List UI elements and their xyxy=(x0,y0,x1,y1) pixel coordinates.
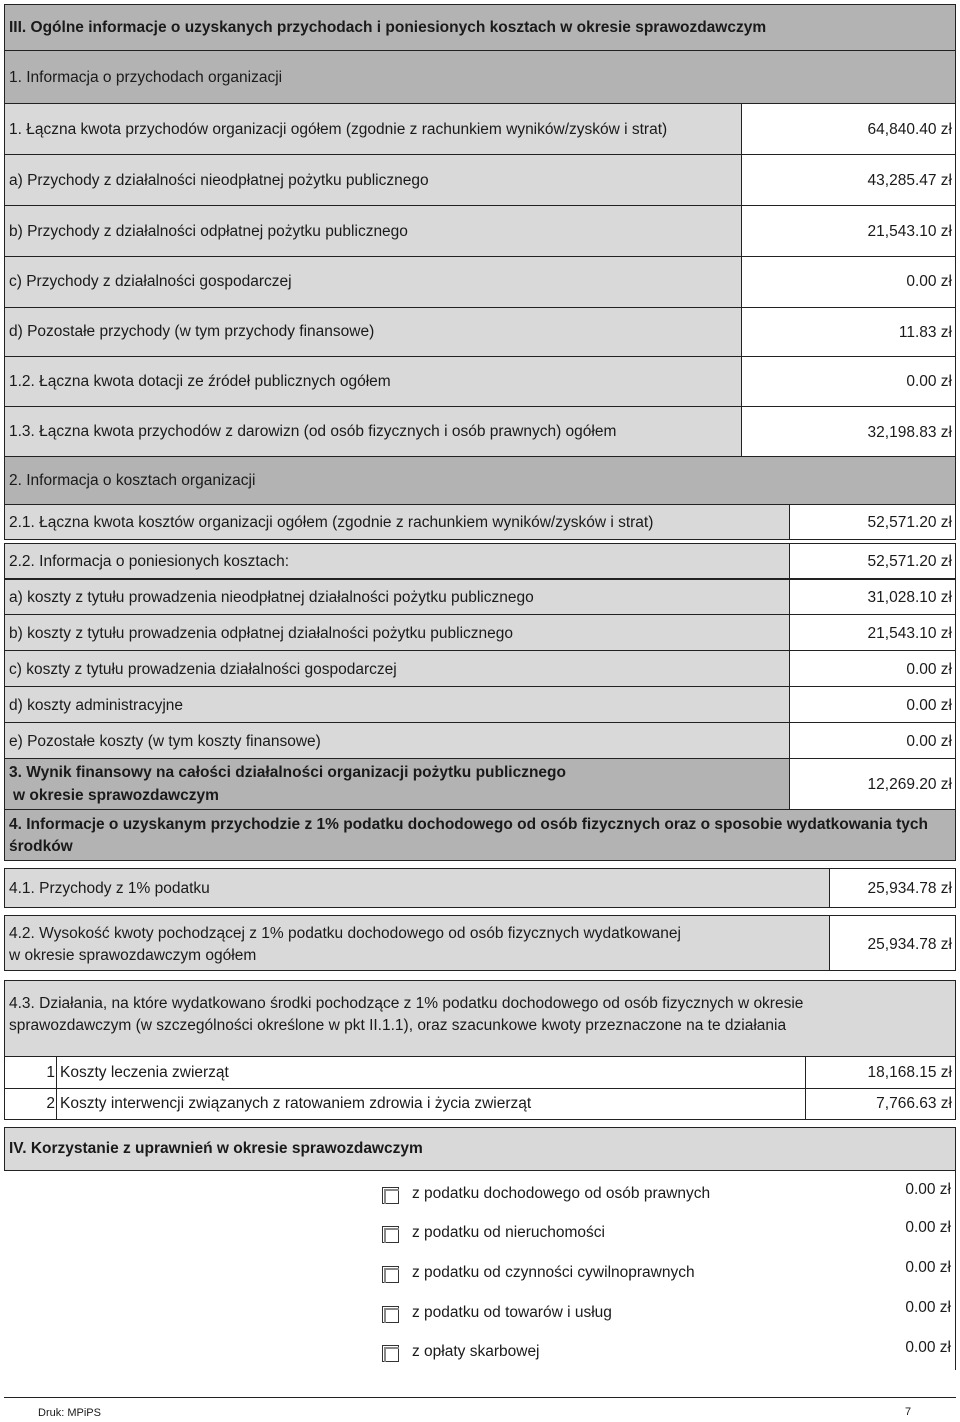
income-row-a xyxy=(4,154,742,206)
cost-e-label: e) Pozostałe koszty (w tym koszty finansowe) xyxy=(9,733,321,750)
income-total-value: 64,840.40 zł xyxy=(867,121,952,138)
checkbox-cit[interactable] xyxy=(382,1187,399,1204)
donations-row xyxy=(4,406,742,457)
donations-value: 32,198.83 zł xyxy=(867,424,952,441)
costs-total-label: 2.1. Łączna kwota kosztów organizacji ogółem (zgodnie z rachunkiem wyników/zysków i strat) xyxy=(9,514,654,531)
activity-2-label: Koszty interwencji związanych z ratowaniem zdrowia i życia zwierząt xyxy=(60,1095,532,1112)
one-percent-header xyxy=(4,809,956,861)
checkbox-vat[interactable] xyxy=(382,1306,399,1323)
grants-value-cell xyxy=(741,356,956,407)
income-total-label: 1. Łączna kwota przychodów organizacji ogółem (zgodnie z rachunkiem wyników/zysków i strat) xyxy=(9,121,668,138)
activities-note-line2: sprawozdawczym (w szczególności określone w pkt II.1.1), oraz szacunkowe kwoty przeznaczone na te działania xyxy=(9,1017,787,1034)
one-percent-header-label: 4. Informacje o uzyskanym przychodzie z 1% podatku dochodowego od osób fizycznych oraz o sposobie wydatkowania tych środków xyxy=(9,816,928,855)
exemption-civil-law-tax-value: 0.00 zł xyxy=(905,1259,951,1276)
exemption-vat-value: 0.00 zł xyxy=(905,1299,951,1316)
exemption-vat-label: z podatku od towarów i usług xyxy=(412,1304,612,1321)
activity-2-number: 2 xyxy=(46,1095,55,1112)
donations-value-cell xyxy=(741,406,956,457)
exemption-property-tax-value: 0.00 zł xyxy=(905,1219,951,1236)
income-row-d xyxy=(4,307,742,357)
costs-info-value: 52,571.20 zł xyxy=(867,553,952,570)
result-row xyxy=(4,758,790,810)
income-header-label: 1. Informacja o przychodach organizacji xyxy=(9,69,283,86)
activities-note-line1: 4.3. Działania, na które wydatkowano środki pochodzące z 1% podatku dochodowego od osób fizycznych w okresie xyxy=(9,995,804,1012)
costs-total-row xyxy=(4,504,790,540)
income-b-value: 21,543.10 zł xyxy=(867,223,952,240)
costs-header xyxy=(4,456,956,505)
section-3-title: III. Ogólne informacje o uzyskanych przychodach i poniesionych kosztach w okresie sprawozdawczym xyxy=(9,19,767,36)
costs-info-row xyxy=(4,543,790,579)
section-4-header xyxy=(4,1127,956,1171)
activities-table-divider xyxy=(5,1088,955,1089)
activity-1-label: Koszty leczenia zwierząt xyxy=(60,1064,229,1081)
income-b-label: b) Przychody z działalności odpłatnej pożytku publicznego xyxy=(9,223,408,240)
activities-value-column-divider xyxy=(805,1057,806,1119)
income-d-value-cell xyxy=(741,307,956,357)
grants-label: 1.2. Łączna kwota dotacji ze źródeł publicznych ogółem xyxy=(9,373,391,390)
checkbox-stamp-duty[interactable] xyxy=(382,1345,399,1362)
costs-total-value: 52,571.20 zł xyxy=(867,514,952,531)
cost-d-value-cell xyxy=(789,686,956,723)
cost-a-value: 31,028.10 zł xyxy=(867,589,952,606)
activities-note xyxy=(4,980,956,1056)
activities-table xyxy=(4,1056,956,1120)
cost-a-value-cell xyxy=(789,579,956,615)
checkbox-property-tax[interactable] xyxy=(382,1226,399,1243)
donations-label: 1.3. Łączna kwota przychodów z darowizn (od osób fizycznych i osób prawnych) ogółem xyxy=(9,423,617,440)
cost-c-value-cell xyxy=(789,650,956,687)
cost-row-d xyxy=(4,686,790,723)
cost-b-value-cell xyxy=(789,614,956,651)
footer-print-label: Druk: MPiPS xyxy=(38,1407,101,1419)
one-percent-spent-label-line1: 4.2. Wysokość kwoty pochodzącej z 1% podatku dochodowego od osób fizycznych wydatkowanej xyxy=(9,925,681,942)
cost-d-value: 0.00 zł xyxy=(906,697,952,714)
income-total-row xyxy=(4,103,742,155)
income-c-label: c) Przychody z działalności gospodarczej xyxy=(9,273,292,290)
cost-e-value: 0.00 zł xyxy=(906,733,952,750)
activity-1-number: 1 xyxy=(46,1064,55,1081)
one-percent-spent-value-cell xyxy=(829,915,956,971)
income-header xyxy=(4,50,956,104)
costs-info-value-cell xyxy=(789,543,956,579)
income-a-value: 43,285.47 zł xyxy=(867,172,952,189)
grants-value: 0.00 zł xyxy=(906,373,952,390)
one-percent-spent-row xyxy=(4,915,830,971)
costs-info-label: 2.2. Informacja o poniesionych kosztach: xyxy=(9,553,290,570)
cost-d-label: d) koszty administracyjne xyxy=(9,697,184,714)
income-a-value-cell xyxy=(741,154,956,206)
cost-b-value: 21,543.10 zł xyxy=(867,625,952,642)
result-value-cell xyxy=(789,758,956,810)
income-b-value-cell xyxy=(741,205,956,257)
exemption-cit-label: z podatku dochodowego od osób prawnych xyxy=(412,1185,711,1202)
footer-rule xyxy=(4,1397,956,1398)
section-4-right-border xyxy=(955,1170,956,1370)
income-d-label: d) Pozostałe przychody (w tym przychody finansowe) xyxy=(9,323,375,340)
income-total-value-cell xyxy=(741,103,956,155)
exemption-property-tax-label: z podatku od nieruchomości xyxy=(412,1224,606,1241)
one-percent-income-value-cell xyxy=(829,868,956,908)
income-a-label: a) Przychody z działalności nieodpłatnej pożytku publicznego xyxy=(9,172,429,189)
cost-row-e xyxy=(4,722,790,759)
section-3-header xyxy=(4,4,956,51)
costs-total-value-cell xyxy=(789,504,956,540)
section-4-title: IV. Korzystanie z uprawnień w okresie sprawozdawczym xyxy=(9,1140,423,1157)
exemption-stamp-duty-label: z opłaty skarbowej xyxy=(412,1343,540,1360)
costs-header-label: 2. Informacja o kosztach organizacji xyxy=(9,472,256,489)
one-percent-income-label: 4.1. Przychody z 1% podatku xyxy=(9,880,210,897)
footer-page-number: 7 xyxy=(905,1406,912,1418)
cost-a-label: a) koszty z tytułu prowadzenia nieodpłatnej działalności pożytku publicznego xyxy=(9,589,534,606)
cost-row-b xyxy=(4,614,790,651)
activity-2-value: 7,766.63 zł xyxy=(876,1095,952,1112)
cost-row-c xyxy=(4,650,790,687)
exemption-stamp-duty-value: 0.00 zł xyxy=(905,1339,951,1356)
income-row-c xyxy=(4,256,742,308)
income-c-value: 0.00 zł xyxy=(906,273,952,290)
cost-row-a xyxy=(4,579,790,615)
checkbox-civil-law-tax[interactable] xyxy=(382,1266,399,1283)
activities-no-column-divider xyxy=(56,1057,57,1119)
one-percent-income-value: 25,934.78 zł xyxy=(867,880,952,897)
one-percent-spent-label-line2: w okresie sprawozdawczym ogółem xyxy=(9,947,257,964)
exemption-civil-law-tax-label: z podatku od czynności cywilnoprawnych xyxy=(412,1264,695,1281)
income-c-value-cell xyxy=(741,256,956,308)
activity-1-value: 18,168.15 zł xyxy=(867,1064,952,1081)
one-percent-spent-value: 25,934.78 zł xyxy=(867,936,952,953)
exemption-cit-value: 0.00 zł xyxy=(905,1181,951,1198)
cost-e-value-cell xyxy=(789,722,956,759)
cost-c-value: 0.00 zł xyxy=(906,661,952,678)
cost-c-label: c) koszty z tytułu prowadzenia działalności gospodarczej xyxy=(9,661,397,678)
income-d-value: 11.83 zł xyxy=(898,324,952,341)
grants-row xyxy=(4,356,742,407)
one-percent-income-row xyxy=(4,868,830,908)
result-value: 12,269.20 zł xyxy=(867,776,952,793)
result-label-line2: w okresie sprawozdawczym xyxy=(13,787,219,804)
result-label-line1: 3. Wynik finansowy na całości działalności organizacji pożytku publicznego xyxy=(9,764,566,781)
income-row-b xyxy=(4,205,742,257)
cost-b-label: b) koszty z tytułu prowadzenia odpłatnej działalności pożytku publicznego xyxy=(9,625,514,642)
